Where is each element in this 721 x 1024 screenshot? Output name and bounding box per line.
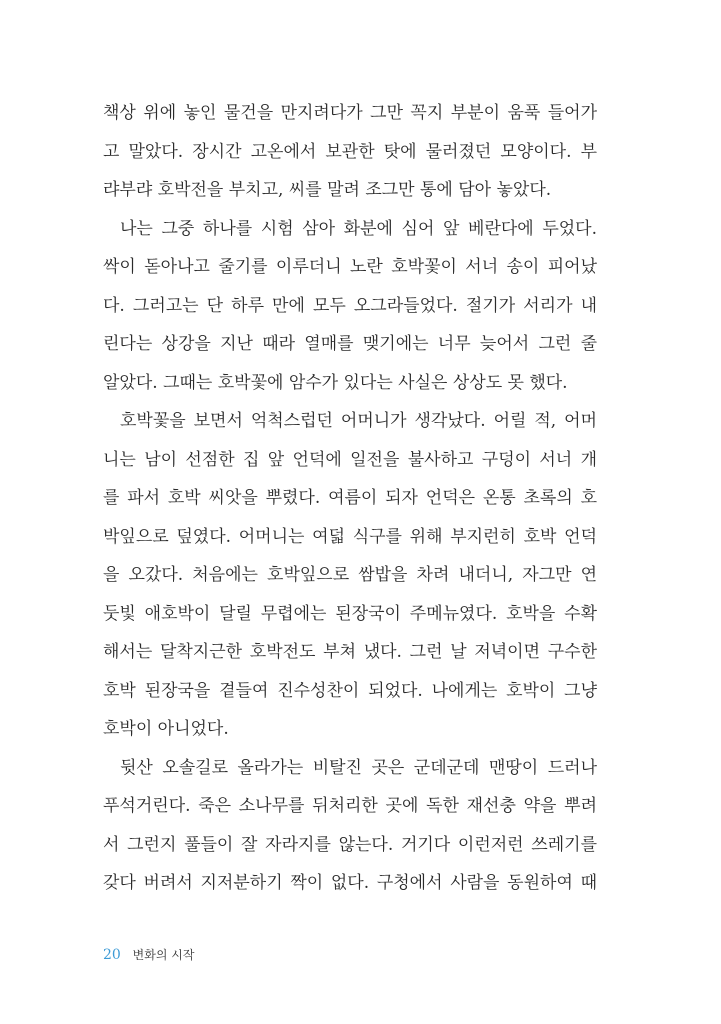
text-line: 알았다. 그때는 호박꽃에 암수가 있다는 사실은 상상도 못 했다.	[103, 372, 568, 393]
text-line: 싹이 돋아나고 줄기를 이루더니 노란 호박꽃이 서너 송이 피어났	[103, 257, 597, 277]
text-line: 호박이 아니었다.	[103, 719, 229, 739]
text-line: 서 그런지 풀들이 잘 자라지를 않는다. 거기다 이런저런 쓰레기를	[103, 834, 597, 855]
text-line: 니는 남이 선점한 집 앞 언덕에 일전을 불사하고 구덩이 서너 개	[103, 449, 597, 470]
page-number: 20	[103, 947, 121, 963]
text-line: 를 파서 호박 씨앗을 뿌렸다. 여름이 되자 언덕은 온통 초록의 호	[103, 488, 597, 508]
body-text	[103, 94, 597, 903]
page-footer	[103, 946, 194, 963]
text-line: 책상 위에 놓인 물건을 만지려다가 그만 꼭지 부분이 움푹 들어가	[103, 103, 597, 123]
text-line: 나는 그중 하나를 시험 삼아 화분에 심어 앞 베란다에 두었다.	[120, 218, 597, 239]
text-line: 린다는 상강을 지난 때라 열매를 맺기에는 너무 늦어서 그런 줄	[103, 334, 597, 354]
text-line: 다. 그러고는 단 하루 만에 모두 오그라들었다. 절기가 서리가 내	[103, 295, 597, 316]
text-line: 푸석거린다. 죽은 소나무를 뒤처리한 곳에 독한 재선충 약을 뿌려	[103, 796, 597, 816]
text-line: 박잎으로 덮였다. 어머니는 여덟 식구를 위해 부지런히 호박 언덕	[103, 526, 597, 547]
text-line: 갖다 버려서 지저분하기 짝이 없다. 구청에서 사람을 동원하여 때	[103, 873, 597, 893]
text-line: 을 오갔다. 처음에는 호박잎으로 쌈밥을 차려 내더니, 자그만 연	[103, 565, 597, 585]
text-line: 뒷산 오솔길로 올라가는 비탈진 곳은 군데군데 맨땅이 드러나	[120, 757, 597, 778]
book-title: 변화의 시작	[132, 948, 195, 962]
text-line: 호박꽃을 보면서 억척스럽던 어머니가 생각났다. 어릴 적, 어머	[120, 411, 597, 431]
text-line: 랴부랴 호박전을 부치고, 씨를 말려 조그만 통에 담아 놓았다.	[103, 180, 552, 200]
text-line: 고 말았다. 장시간 고온에서 보관한 탓에 물러졌던 모양이다. 부	[103, 141, 597, 162]
text-line: 호박 된장국을 곁들여 진수성찬이 되었다. 나에게는 호박이 그냥	[103, 680, 597, 701]
text-line: 둣빛 애호박이 달릴 무렵에는 된장국이 주메뉴였다. 호박을 수확	[103, 603, 597, 624]
text-line: 해서는 달착지근한 호박전도 부쳐 냈다. 그런 날 저녁이면 구수한	[103, 642, 597, 662]
